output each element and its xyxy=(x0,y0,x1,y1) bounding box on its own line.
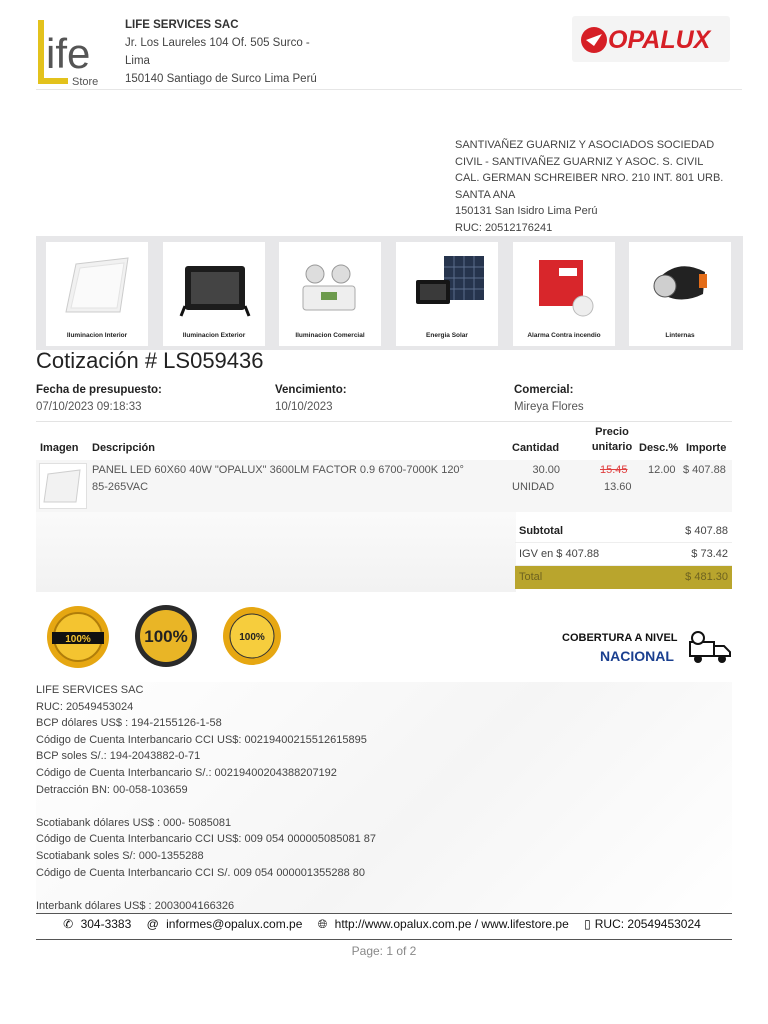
floodlight-icon xyxy=(163,242,265,322)
client-address xyxy=(455,137,735,237)
page-number: Page: 1 of 2 xyxy=(351,944,417,958)
product-amount: $ 407.88 xyxy=(683,464,726,476)
banner-label-interior: Iluminacion Interior xyxy=(66,332,128,339)
opalux-logo xyxy=(572,16,730,62)
bank-line: Scotiabank soles S/: 000-1355288 xyxy=(36,849,204,862)
email-contact[interactable]: @ informes@opalux.com.pe xyxy=(146,917,303,931)
bank-line: Interbank dólares US$ : 2003004166326 xyxy=(36,899,235,912)
bank-details xyxy=(36,682,732,914)
header-discount: Desc.% xyxy=(639,442,679,454)
total-row xyxy=(515,566,732,589)
bank-line: LIFE SERVICES SAC xyxy=(36,684,144,696)
coverage-banner xyxy=(562,630,734,666)
banner-label-linternas: Linternas xyxy=(665,332,695,339)
email-text: informes@opalux.com.pe xyxy=(166,917,303,931)
company-address xyxy=(125,16,345,88)
subtotal-row xyxy=(515,520,732,543)
product-discount: 12.00 xyxy=(648,464,676,476)
company-name: LIFE SERVICES SAC xyxy=(125,19,239,31)
quote-due-label: Vencimiento: xyxy=(275,384,347,396)
product-description xyxy=(92,462,502,496)
flashlight-icon xyxy=(629,242,731,322)
bank-line: Scotiabank dólares US$ : 000- 5085081 xyxy=(36,816,232,829)
bank-line xyxy=(36,881,376,898)
product-price: 13.60 xyxy=(604,481,632,493)
bank-line: BCP dólares US$ : 194-2155126-1-58 xyxy=(36,717,222,730)
banner-label-alarma: Alarma Contra incendio xyxy=(527,332,601,339)
original-badge-icon xyxy=(135,605,197,667)
footer-divider-bottom xyxy=(36,939,732,940)
banner-label-exterior: Iluminacion Exterior xyxy=(182,332,246,339)
solar-panel-icon xyxy=(396,242,498,322)
banner-item-interior xyxy=(46,242,148,346)
svg-text:ife: ife xyxy=(46,30,91,77)
banner-label-solar: Energia Solar xyxy=(426,332,468,339)
product-quantity: 30.00 xyxy=(532,464,560,476)
life-store-logo xyxy=(36,16,118,88)
company-address-line1: Jr. Los Laureles 104 Of. 505 Surco - xyxy=(125,37,310,49)
footer-contact xyxy=(36,917,732,937)
quote-due xyxy=(275,382,347,416)
svg-text:OPALUX: OPALUX xyxy=(608,26,711,54)
client-line1: SANTIVAÑEZ GUARNIZ Y ASOCIADOS SOCIEDAD xyxy=(455,139,715,151)
banner-label-comercial: Iluminacion Comercial xyxy=(295,332,365,339)
truck-icon xyxy=(686,630,734,666)
decorative-background xyxy=(36,512,516,592)
quote-date-label: Fecha de presupuesto: xyxy=(36,384,162,396)
header-price xyxy=(590,425,634,455)
bank-line: RUC: 20549453024 xyxy=(36,700,134,713)
quote-seller xyxy=(514,382,584,416)
ruc-contact: ▯ RUC: 20549453024 xyxy=(584,917,701,931)
category-banner xyxy=(36,236,743,350)
client-ruc: RUC: 20512176241 xyxy=(455,221,553,234)
igv-value: $ 73.42 xyxy=(691,548,728,560)
header-price-line2: unitario xyxy=(591,441,633,453)
bank-line: Código de Cuenta Interbancario S/.: 00219400204388207192 xyxy=(36,766,337,779)
bank-line: Detracción BN: 00-058-103659 xyxy=(36,783,188,796)
banner-item-exterior xyxy=(163,242,265,346)
web-contact[interactable]: 🌐︎ http://www.opalux.com.pe / www.lifestore.pe xyxy=(317,917,569,931)
quote-date-value: 07/10/2023 09:18:33 xyxy=(36,401,142,413)
footer-divider-top xyxy=(36,913,732,914)
total-label: Total xyxy=(519,571,543,583)
totals-table xyxy=(515,520,732,589)
client-line2: CIVIL - SANTIVAÑEZ GUARNIZ Y ASOC. S. CIVIL xyxy=(455,155,704,168)
client-line3: CAL. GERMAN SCHREIBER NRO. 210 INT. 801 URB. xyxy=(455,172,724,185)
product-thumbnail xyxy=(39,463,87,509)
svg-text:100%: 100% xyxy=(65,634,91,645)
confianza-badge-icon xyxy=(223,607,281,665)
guarantee-badges xyxy=(44,604,304,670)
table-top-divider xyxy=(36,421,732,422)
product-description-line1: PANEL LED 60X60 40W "OPALUX" 3600LM FACTOR 0.9 6700-7000K 120° xyxy=(92,464,464,476)
banner-item-linternas xyxy=(629,242,731,346)
header-image: Imagen xyxy=(40,442,79,454)
header-amount: Importe xyxy=(686,442,727,454)
bank-line xyxy=(36,798,376,815)
header-quantity: Cantidad xyxy=(512,442,560,454)
fire-alarm-icon xyxy=(513,242,615,322)
company-address-line3: 150140 Santiago de Surco Lima Perú xyxy=(125,73,317,85)
svg-text:100%: 100% xyxy=(239,632,265,643)
client-line4: SANTA ANA xyxy=(455,188,516,201)
client-line5: 150131 San Isidro Lima Perú xyxy=(455,205,598,218)
total-value: $ 481.30 xyxy=(685,571,728,583)
header-description: Descripción xyxy=(92,442,155,454)
header-price-line1: Precio xyxy=(595,426,629,438)
bank-line: Código de Cuenta Interbancario CCI US$: 00219400215512615895 xyxy=(36,733,367,746)
igv-label: IGV en $ 407.88 xyxy=(519,548,600,560)
banner-item-alarma xyxy=(513,242,615,346)
emergency-light-icon xyxy=(279,242,381,322)
quote-title: Cotización # LS059436 xyxy=(36,348,264,373)
product-old-price: 15.45 xyxy=(600,464,628,476)
company-address-line2: Lima xyxy=(125,55,150,67)
bank-line: Código de Cuenta Interbancario CCI S/. 009 054 000001355288 80 xyxy=(36,866,366,879)
panel-light-icon xyxy=(40,464,86,508)
phone-contact[interactable]: ✆ 304-3383 xyxy=(63,917,132,931)
coverage-line1: COBERTURA A NIVEL xyxy=(562,632,678,644)
subtotal-label: Subtotal xyxy=(519,525,563,537)
subtotal-value: $ 407.88 xyxy=(685,525,728,537)
quote-seller-label: Comercial: xyxy=(514,384,574,396)
web-text: http://www.opalux.com.pe / www.lifestore.pe xyxy=(334,917,569,931)
ruc-text: RUC: 20549453024 xyxy=(594,917,701,931)
logo-sub-text: Store xyxy=(72,76,99,88)
phone-text: 304-3383 xyxy=(80,917,132,931)
quote-due-value: 10/10/2023 xyxy=(275,401,333,413)
bank-line: Código de Cuenta Interbancario CCI US$: 009 054 000005085081 87 xyxy=(36,833,377,846)
quote-date xyxy=(36,382,162,416)
guarantee-badge-icon xyxy=(47,606,109,668)
product-description-line2: 85-265VAC xyxy=(92,481,149,493)
banner-item-comercial xyxy=(279,242,381,346)
quote-seller-value: Mireya Flores xyxy=(514,401,584,413)
svg-text:100%: 100% xyxy=(144,627,188,646)
banner-item-solar xyxy=(396,242,498,346)
document-header xyxy=(36,14,742,90)
coverage-line2: NACIONAL xyxy=(600,648,674,664)
panel-light-icon xyxy=(46,242,148,322)
igv-row xyxy=(515,543,732,566)
bank-line: BCP soles S/.: 194-2043882-0-71 xyxy=(36,750,201,763)
product-unit: UNIDAD xyxy=(512,481,555,493)
